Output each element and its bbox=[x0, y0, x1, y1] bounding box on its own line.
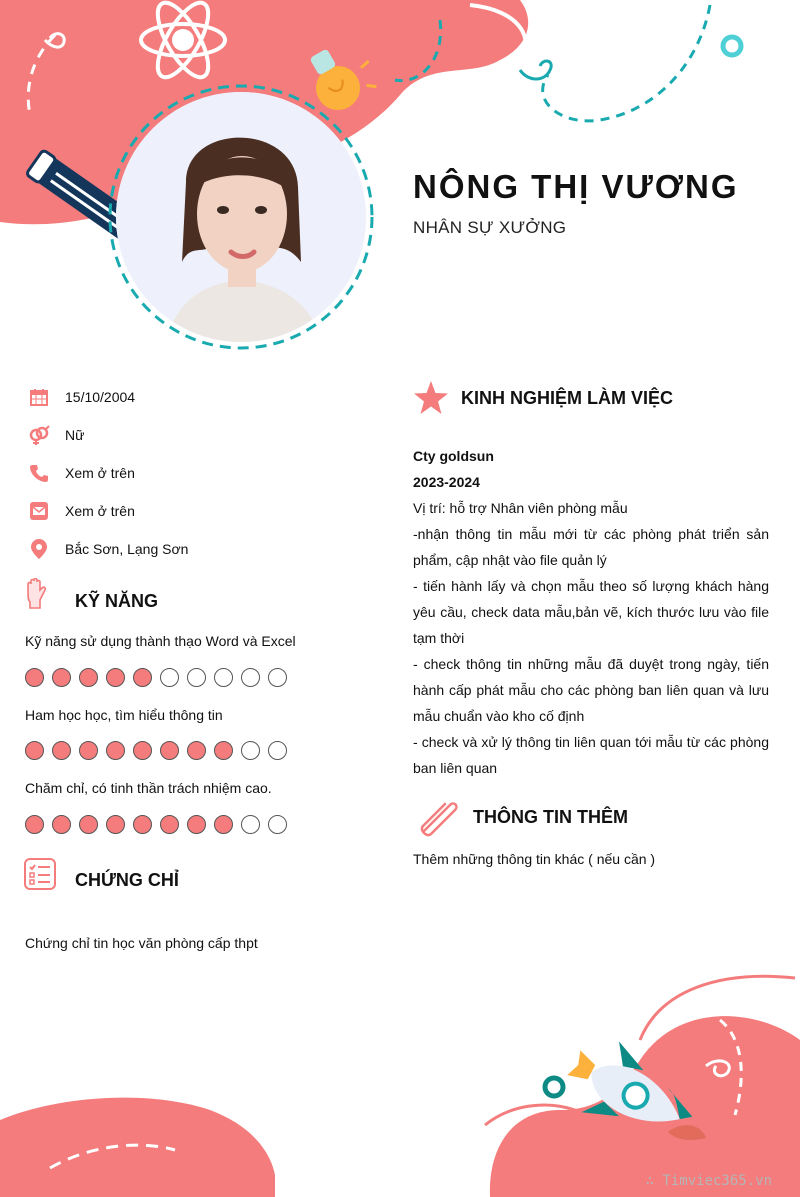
rating-dot-empty bbox=[268, 815, 287, 834]
rating-dot-empty bbox=[160, 668, 179, 687]
email-icon bbox=[28, 500, 50, 522]
rating-dot-filled bbox=[214, 741, 233, 760]
hand-icon bbox=[24, 578, 48, 615]
rating-dot-filled bbox=[187, 741, 206, 760]
rating-dot-filled bbox=[79, 668, 98, 687]
rating-dot-filled bbox=[106, 815, 125, 834]
phone-text: Xem ở trên bbox=[65, 465, 135, 481]
rating-dot-empty bbox=[241, 741, 260, 760]
experience-entry bbox=[413, 443, 769, 781]
star-icon bbox=[413, 381, 449, 420]
rating-dot-empty bbox=[214, 668, 233, 687]
rating-dot-empty bbox=[241, 815, 260, 834]
skills-heading: KỸ NĂNG bbox=[75, 591, 159, 611]
rating-dot-filled bbox=[25, 815, 44, 834]
portrait-illustration bbox=[116, 92, 366, 342]
info-email bbox=[28, 498, 135, 524]
rating-dot-filled bbox=[214, 815, 233, 834]
rating-dot-filled bbox=[133, 815, 152, 834]
rating-dot-filled bbox=[25, 741, 44, 760]
work-period: 2023-2024 bbox=[413, 474, 480, 490]
watermark: ∴ Timviec365.vn bbox=[645, 1173, 772, 1189]
rating-dot-empty bbox=[187, 668, 206, 687]
birthdate-text: 15/10/2004 bbox=[65, 389, 136, 405]
phone-icon bbox=[28, 462, 50, 484]
skill-rating bbox=[25, 741, 287, 760]
rating-dot-filled bbox=[25, 668, 44, 687]
info-address bbox=[28, 536, 189, 562]
skill-rating bbox=[25, 815, 287, 834]
additional-heading: THÔNG TIN THÊM bbox=[473, 807, 628, 827]
rating-dot-empty bbox=[268, 741, 287, 760]
gender-icon bbox=[28, 424, 50, 446]
rating-dot-filled bbox=[52, 815, 71, 834]
job-detail: - check và xử lý thông tin liên quan tới mẫu từ các phòng ban liên quan bbox=[413, 734, 769, 776]
calendar-icon bbox=[28, 386, 50, 408]
rating-dot-filled bbox=[187, 815, 206, 834]
skill-rating bbox=[25, 668, 287, 687]
rating-dot-filled bbox=[160, 741, 179, 760]
rating-dot-filled bbox=[106, 668, 125, 687]
certificates-heading: CHỨNG CHỈ bbox=[75, 870, 179, 890]
info-birthdate bbox=[28, 384, 136, 410]
job-detail: - tiến hành lấy và chọn mẫu theo số lượng khách hàng yêu cầu, check data mẫu,bản vẽ, kích thước lưu vào file tạm thời bbox=[413, 578, 769, 646]
rating-dot-filled bbox=[160, 815, 179, 834]
skill-label: Ham học học, tìm hiểu thông tin bbox=[25, 707, 223, 723]
profile-photo bbox=[116, 92, 366, 342]
job-detail: -nhận thông tin mẫu mới từ các phòng phát triển sản phẩm, cập nhật vào file quản lý bbox=[413, 526, 769, 568]
skill-label: Kỹ năng sử dụng thành thạo Word và Excel bbox=[25, 633, 296, 649]
rating-dot-filled bbox=[106, 741, 125, 760]
rating-dot-empty bbox=[268, 668, 287, 687]
rating-dot-filled bbox=[79, 815, 98, 834]
checklist-icon bbox=[24, 858, 56, 895]
job-role: Vị trí: hỗ trợ Nhân viên phòng mẫu bbox=[413, 500, 628, 516]
additional-text: Thêm những thông tin khác ( nếu cần ) bbox=[413, 851, 656, 867]
info-phone bbox=[28, 460, 135, 486]
skill-label: Chăm chỉ, có tinh thần trách nhiệm cao. bbox=[25, 780, 272, 796]
certificate-text: Chứng chỉ tin học văn phòng cấp thpt bbox=[25, 935, 258, 951]
address-text: Bắc Sơn, Lạng Sơn bbox=[65, 541, 189, 557]
rating-dot-empty bbox=[241, 668, 260, 687]
company-name: Cty goldsun bbox=[413, 448, 494, 464]
candidate-name: NÔNG THỊ VƯƠNG bbox=[413, 168, 739, 205]
job-detail: - check thông tin những mẫu đã duyệt trong ngày, tiến hành cấp phát mẫu cho các phòng ban liên quan và lưu mẫu chuẩn vào kho cố định bbox=[413, 656, 769, 724]
gender-text: Nữ bbox=[65, 427, 85, 443]
rating-dot-filled bbox=[52, 668, 71, 687]
paperclip-icon bbox=[416, 797, 460, 842]
experience-heading: KINH NGHIỆM LÀM VIỆC bbox=[461, 388, 674, 408]
email-text: Xem ở trên bbox=[65, 503, 135, 519]
location-icon bbox=[28, 538, 50, 560]
candidate-position: NHÂN SỰ XƯỞNG bbox=[413, 218, 567, 237]
rating-dot-filled bbox=[133, 668, 152, 687]
rating-dot-filled bbox=[133, 741, 152, 760]
rating-dot-filled bbox=[52, 741, 71, 760]
rating-dot-filled bbox=[79, 741, 98, 760]
info-gender bbox=[28, 422, 85, 448]
